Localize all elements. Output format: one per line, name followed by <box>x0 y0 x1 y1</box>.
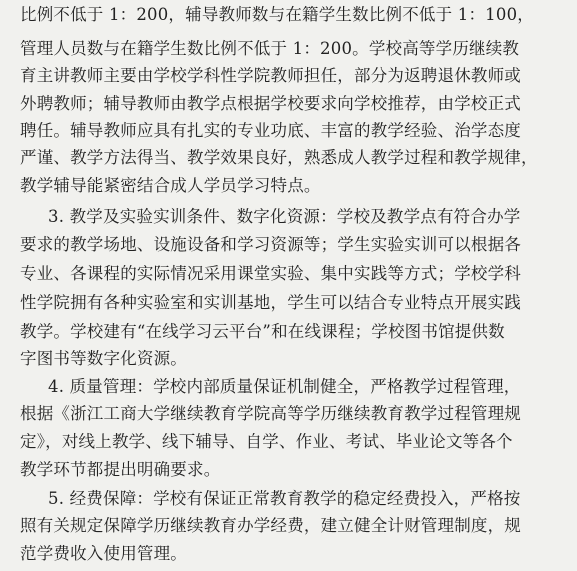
text-line: 定》，对线上教学、线下辅导、自学、作业、考试、毕业论文等各个 <box>20 432 513 451</box>
text-line: 教学环节都提出明确要求。 <box>20 460 221 479</box>
paragraph-3-heading-line: 3. 教学及实验实训条件、数字化资源：学校及教学点有符合办学 <box>48 207 521 226</box>
text-line: 根据《浙江工商大学继续教育学院高等学历继续教育教学过程管理规 <box>20 404 521 423</box>
text-line: 外聘教师；辅导教师由教学点根据学校要求向学校推荐，由学校正式 <box>20 94 521 113</box>
text-line: 聘任。辅导教师应具有扎实的专业功底、丰富的教学经验、治学态度 <box>20 121 521 140</box>
text-line: 比例不低于 1：200，辅导教师数与在籍学生数比例不低于 1：100， <box>20 5 534 24</box>
text-line: 教学。学校建有“在线学习云平台”和在线课程；学校图书馆提供数 <box>20 322 505 341</box>
text-line: 专业、各课程的实际情况采用课堂实验、集中实践等方式；学校学科 <box>20 264 521 283</box>
paragraph-5-heading-line: 5. 经费保障：学校有保证正常教育教学的稳定经费投入，严格按 <box>48 489 521 508</box>
paragraph-4-heading-line: 4. 质量管理：学校内部质量保证机制健全，严格教学过程管理， <box>48 377 521 396</box>
text-line: 育主讲教师主要由学校学科性学院教师担任，部分为返聘退休教师或 <box>20 66 521 85</box>
text-line: 性学院拥有各种实验室和实训基地，学生可以结合专业特点开展实践 <box>20 293 521 312</box>
text-line: 严谨、教学方法得当、教学效果良好，熟悉成人教学过程和教学规律， <box>20 148 538 167</box>
text-line: 照有关规定保障学历继续教育办学经费，建立健全计财管理制度，规 <box>20 516 521 535</box>
text-line: 字图书等数字化资源。 <box>20 349 187 368</box>
text-line: 范学费收入使用管理。 <box>20 544 187 563</box>
text-line: 教学辅导能紧密结合成人学员学习特点。 <box>20 176 321 195</box>
text-line: 要求的教学场地、设施设备和学习资源等；学生实验实训可以根据各 <box>20 235 521 254</box>
text-line: 管理人员数与在籍学生数比例不低于 1：200。学校高等学历继续教 <box>20 39 520 58</box>
